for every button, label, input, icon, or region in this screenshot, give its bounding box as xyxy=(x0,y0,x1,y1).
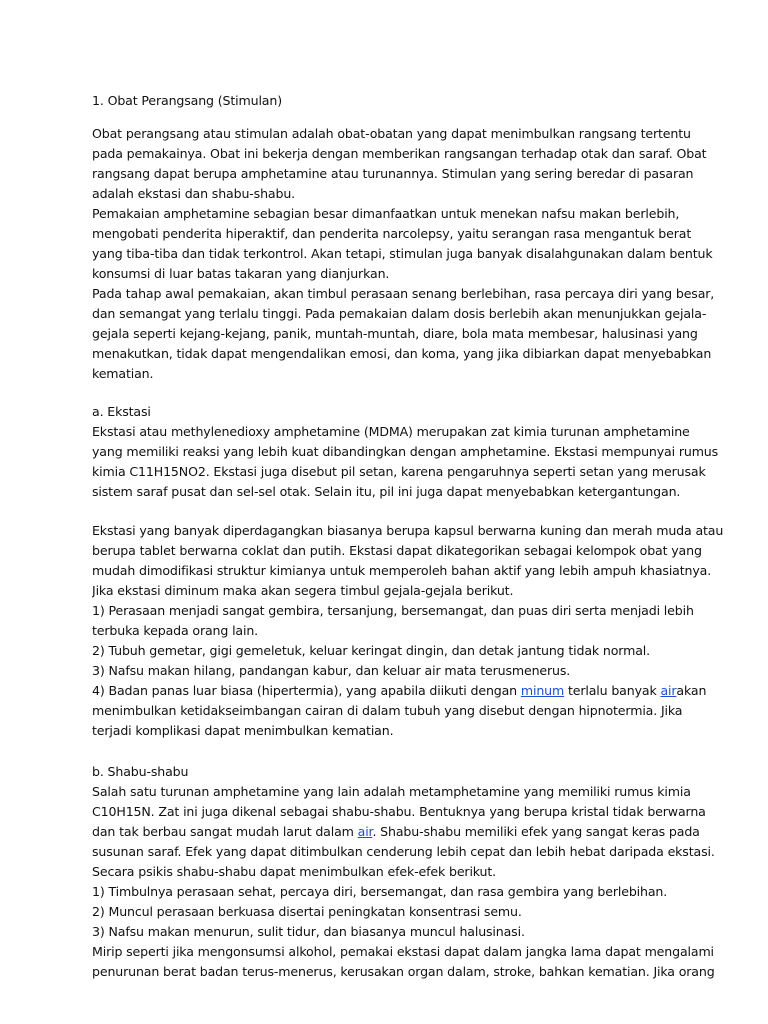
text-line: Mirip seperti jika mengonsumsi alkohol, pemakai ekstasi dapat dalam jangka lama dapat mengalami xyxy=(92,944,714,959)
text-line: susunan saraf. Efek yang dapat ditimbulkan cenderung lebih cepat dan lebih hebat daripada ekstasi. xyxy=(92,844,715,859)
paragraph-ekstasi-effects xyxy=(92,521,732,741)
text-line: menakutkan, tidak dapat mengendalikan emosi, dan koma, yang jika dibiarkan dapat menyebabkan xyxy=(92,346,712,361)
text-line: dan semangat yang terlalu tinggi. Pada pemakaian dalam dosis berlebih akan menunjukkan gejala- xyxy=(92,306,707,321)
text-line: kematian. xyxy=(92,366,154,381)
list-item-4 xyxy=(92,681,732,701)
text-line: Pada tahap awal pemakaian, akan timbul perasaan senang berlebihan, rasa percaya diri yang besar, xyxy=(92,286,715,301)
text-line: Pemakaian amphetamine sebagian besar dimanfaatkan untuk menekan nafsu makan berlebih, xyxy=(92,206,680,221)
heading-text: 1. Obat Perangsang (Stimulan) xyxy=(92,93,282,108)
text-line: yang memiliki reaksi yang lebih kuat dibandingkan dengan amphetamine. Ekstasi mempunyai rumus xyxy=(92,444,719,459)
text-segment: 4) Badan panas luar biasa (hipertermia), yang apabila diikuti dengan xyxy=(92,683,521,698)
text-line: terbuka kepada orang lain. xyxy=(92,623,259,638)
text-line-with-link xyxy=(92,822,732,842)
text-line: adalah ekstasi dan shabu-shabu. xyxy=(92,186,296,201)
paragraph-stimulan xyxy=(92,124,732,384)
text-line: konsumsi di luar batas takaran yang dianjurkan. xyxy=(92,266,390,281)
heading-shabu: b. Shabu-shabu xyxy=(92,764,189,779)
text-line: 2) Muncul perasaan berkuasa disertai peningkatan konsentrasi semu. xyxy=(92,904,522,919)
text-line: Obat perangsang atau stimulan adalah obat-obatan yang dapat menimbulkan rangsang tertentu xyxy=(92,126,691,141)
link-minum[interactable]: minum xyxy=(520,683,565,698)
text-line: gejala seperti kejang-kejang, panik, muntah-muntah, diare, bola mata membesar, halusinasi yang xyxy=(92,326,698,341)
text-line: terjadi komplikasi dapat menimbulkan kematian. xyxy=(92,723,394,738)
link-air[interactable]: air xyxy=(660,683,677,698)
text-segment: . Shabu-shabu memiliki efek yang sangat keras pada xyxy=(372,824,700,839)
text-segment: terlalu banyak xyxy=(564,683,661,698)
text-line: Ekstasi yang banyak diperdagangkan biasanya berupa kapsul berwarna kuning dan merah muda atau xyxy=(92,523,724,538)
text-line: sistem saraf pusat dan sel-sel otak. Selain itu, pil ini juga dapat menyebabkan ketergantungan. xyxy=(92,484,681,499)
text-line: berupa tablet berwarna coklat dan putih. Ekstasi dapat dikategorikan sebagai kelompok obat yang xyxy=(92,543,702,558)
text-segment: akan xyxy=(676,683,707,698)
text-line: 3) Nafsu makan hilang, pandangan kabur, dan keluar air mata terusmenerus. xyxy=(92,663,571,678)
section-shabu xyxy=(92,762,732,982)
text-segment: dan tak berbau sangat mudah larut dalam xyxy=(92,824,358,839)
text-line: menimbulkan ketidakseimbangan cairan di dalam tubuh yang disebut dengan hipnotermia. Jika xyxy=(92,703,683,718)
link-air-2[interactable]: air xyxy=(357,824,373,839)
text-line: Jika ekstasi diminum maka akan segera timbul gejala-gejala berikut. xyxy=(92,583,514,598)
text-line: mudah dimodifikasi struktur kimianya untuk memperoleh bahan aktif yang lebih ampuh khasiatnya. xyxy=(92,563,712,578)
text-line: 1) Timbulnya perasaan sehat, percaya diri, bersemangat, dan rasa gembira yang berlebihan. xyxy=(92,884,668,899)
text-line: Salah satu turunan amphetamine yang lain adalah metamphetamine yang memiliki rumus kimia xyxy=(92,784,691,799)
text-line: C10H15N. Zat ini juga dikenal sebagai shabu-shabu. Bentuknya yang berupa kristal tidak berwarna xyxy=(92,804,706,819)
heading-stimulan xyxy=(92,91,732,111)
text-line: 2) Tubuh gemetar, gigi gemeletuk, keluar keringat dingin, dan detak jantung tidak normal. xyxy=(92,643,651,658)
text-line: pada pemakainya. Obat ini bekerja dengan memberikan rangsangan terhadap otak dan saraf. Obat xyxy=(92,146,707,161)
text-line: mengobati penderita hiperaktif, dan penderita narcolepsy, yaitu serangan rasa mengantuk berat xyxy=(92,226,692,241)
text-line: yang tiba-tiba dan tidak terkontrol. Akan tetapi, stimulan juga banyak disalahgunakan dalam bentuk xyxy=(92,246,713,261)
text-line: Secara psikis shabu-shabu dapat menimbulkan efek-efek berikut. xyxy=(92,864,497,879)
text-line: 1) Perasaan menjadi sangat gembira, tersanjung, bersemangat, dan puas diri serta menjadi lebih xyxy=(92,603,694,618)
text-line: kimia C11H15NO2. Ekstasi juga disebut pil setan, karena pengaruhnya seperti setan yang merusak xyxy=(92,464,706,479)
section-ekstasi xyxy=(92,402,732,502)
text-line: 3) Nafsu makan menurun, sulit tidur, dan biasanya muncul halusinasi. xyxy=(92,924,525,939)
text-line: Ekstasi atau methylenedioxy amphetamine (MDMA) merupakan zat kimia turunan amphetamine xyxy=(92,424,690,439)
text-line: rangsang dapat berupa amphetamine atau turunannya. Stimulan yang sering beredar di pasaran xyxy=(92,166,694,181)
text-line: penurunan berat badan terus-menerus, kerusakan organ dalam, stroke, bahkan kematian. Jika orang xyxy=(92,964,715,979)
heading-ekstasi: a. Ekstasi xyxy=(92,404,151,419)
